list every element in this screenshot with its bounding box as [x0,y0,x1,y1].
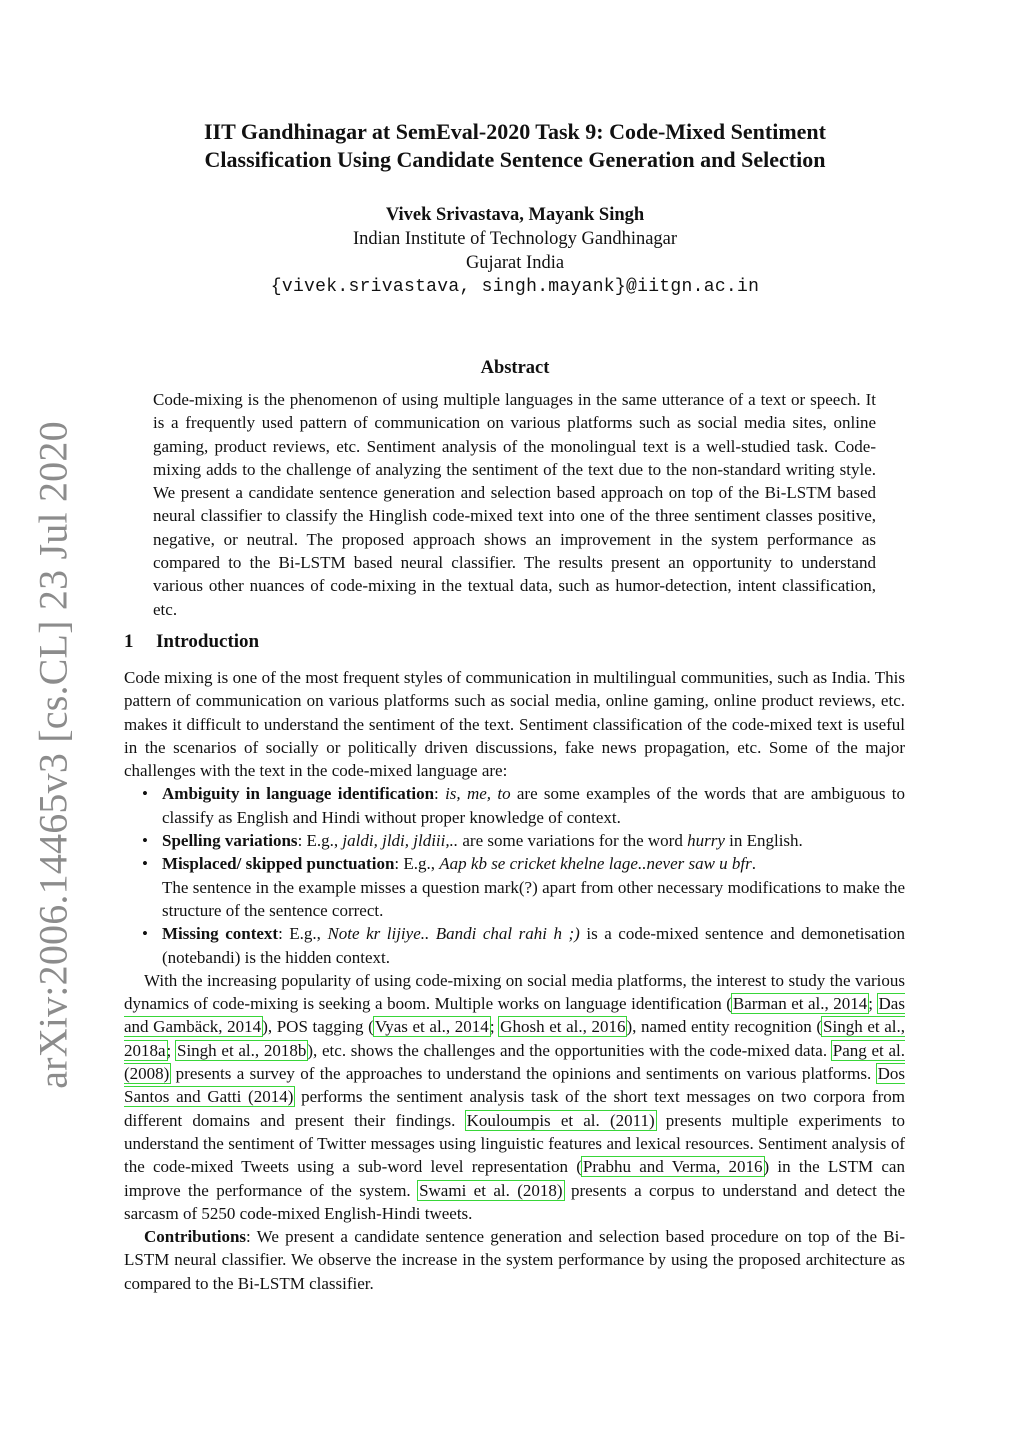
paragraph-text: performs the sentiment analysis task of the short text messages on two corpora from different domains and present their findings. [124,1087,905,1130]
abstract-text: Code-mixing is the phenomenon of using multiple languages in the same utterance of a text or speech. It is a frequently used pattern of communication on various platforms such as social media sites, online gaming, product reviews, etc. Sentiment analysis of the monolingual text is a well-studied task. Code-mixing adds to the challenge of analyzing the sentiment of the text due to the non-standard writing style. We present a candidate sentence generation and selection based approach on top of the Bi-LSTM based neural classifier to classify the Hinglish code-mixed text into one of the three sentiment classes positive, negative, or neutral. The proposed approach shows an improvement in the system performance as compared to the Bi-LSTM based neural classifier. The results present an opportunity to understand various other nuances of code-mixing in the textual data, such as humor-detection, intent classification, etc. [153,390,876,619]
section-title: Introduction [156,631,260,652]
arxiv-identifier-text[interactable]: arXiv:2006.14465v3 [cs.CL] 23 Jul 2020 [30,421,76,1089]
bullet-text: . [751,854,757,874]
list-item [142,922,906,969]
intro-paragraph-3 [124,1225,905,1295]
author-block [124,203,906,299]
abstract-heading: Abstract [480,358,550,378]
list-item [142,829,905,852]
bullet-example: jaldi, jldi, jldiii,.. [342,831,459,851]
contributions-label: Contributions [144,1227,247,1247]
bullet-icon: • [142,784,148,804]
bullet-text: : E.g., [394,854,440,874]
paragraph-text: ), POS tagging ( [262,1017,374,1037]
bullet-icon: • [142,854,148,874]
citation-link[interactable]: Kouloumpis et al. (2011) [466,1110,655,1130]
bullet-icon: • [142,831,148,851]
title-line-1: IIT Gandhinagar at SemEval-2020 Task 9: Code-Mixed Sentiment [204,119,826,144]
intro-paragraph-2 [124,969,905,1225]
paragraph-text: presents a corpus to understand and detect the sarcasm of 5250 code-mixed English-Hindi tweets. [124,1180,905,1223]
bullet-icon: • [142,924,148,944]
citation-link[interactable]: Pang et al. (2008) [124,1040,906,1084]
citation-link[interactable]: Ghosh et al., 2016 [500,1017,626,1037]
bullet-example-word: hurry [687,831,725,851]
citation-link[interactable]: Dos Santos and Gatti (2014) [124,1064,905,1107]
section-number: 1 [124,631,134,652]
bullet-text: : E.g., [278,924,328,944]
title-line-2: Classification Using Candidate Sentence Generation and Selection [204,147,826,172]
introduction-body [124,666,905,1295]
introduction-heading [124,630,259,654]
paragraph-text: ; [166,1040,176,1060]
citation-link[interactable]: Das and Gambäck, 2014 [124,994,905,1037]
paragraph-text: ), named entity recognition ( [626,1017,823,1037]
list-item [142,782,905,829]
author-email: {vivek.srivastava, singh.mayank}@iitgn.ac.in [270,277,760,297]
bullet-label: Missing context [162,924,279,944]
bullet-label: Spelling variations [162,831,298,851]
bullet-text: are some examples of the words that are ambiguous to classify as English and Hindi without proper knowledge of context. [162,784,905,827]
citation-link[interactable]: Swami et al. (2018) [419,1180,563,1200]
citation-link[interactable]: Vyas et al., 2014 [374,1017,489,1037]
bullet-label: Ambiguity in language identification [162,784,435,804]
bullet-separator: : [434,784,446,804]
bullet-label: Misplaced/ skipped punctuation [162,854,395,874]
citation-link[interactable]: Prabhu and Verma, 2016 [582,1157,763,1177]
bullet-text: in English. [724,831,803,851]
bullet-example: Note kr lijiye.. Bandi chal rahi h ;) [327,924,580,944]
paragraph-text: ; [489,1017,500,1037]
author-names: Vivek Srivastava, Mayank Singh [385,205,645,225]
paragraph-text: presents a survey of the approaches to understand the opinions and sentiments on various platforms. [170,1064,877,1084]
paragraph-text: With the increasing popularity of using code-mixing on social media platforms, the interest to study the various dynamics of code-mixing is seeking a boom. Multiple works on language identification ( [124,970,905,1014]
challenges-list [124,782,905,968]
paragraph-text: presents multiple experiments to understand the sentiment of Twitter messages using linguistic features and lexical resources. Sentiment analysis of the code-mixed Tweets using a sub-word level representation ( [124,1110,905,1177]
bullet-example: is, me, to [445,784,511,804]
bullet-continuation: The sentence in the example misses a question mark(?) apart from other necessary modifications to make the structure of the sentence correct. [162,877,905,920]
paragraph-text: ), etc. shows the challenges and the opportunities with the code-mixed data. [307,1040,832,1060]
bullet-text: is a code-mixed sentence and demonetisation (notebandi) is the hidden context. [162,924,906,967]
paper-title [124,118,906,174]
paragraph-text: ) in the LSTM can improve the performance of the system. [124,1157,905,1200]
intro-paragraph-1: Code mixing is one of the most frequent styles of communication in multilingual communities, such as India. This pattern of communication on various platforms such as social media, online gaming, online product reviews, etc. makes it difficult to understand the sentiment of the text. Sentiment classification of the code-mixed text is useful in the scenarios of socially or politically driven discussions, fake news propagation, etc. Some of the major challenges with the text in the code-mixed language are: [124,668,905,781]
citation-link[interactable]: Singh et al., 2018b [177,1040,307,1060]
bullet-text: : E.g., [297,831,343,851]
contributions-text: : We present a candidate sentence generation and selection based procedure on top of the Bi-LSTM neural classifier. We observe the increase in the system performance by using the proposed architecture as compared to the Bi-LSTM classifier. [124,1227,905,1293]
citation-link[interactable]: Singh et al., 2018a [124,1017,906,1060]
paragraph-text: ; [868,994,878,1014]
bullet-text: are some variations for the word [458,831,688,851]
author-location: Gujarat India [465,253,565,273]
author-affiliation: Indian Institute of Technology Gandhinagar [352,229,678,249]
list-item [142,852,905,922]
bullet-example: Aap kb se cricket khelne lage..never saw u bfr [439,854,752,874]
citation-link[interactable]: Barman et al., 2014 [732,994,868,1014]
